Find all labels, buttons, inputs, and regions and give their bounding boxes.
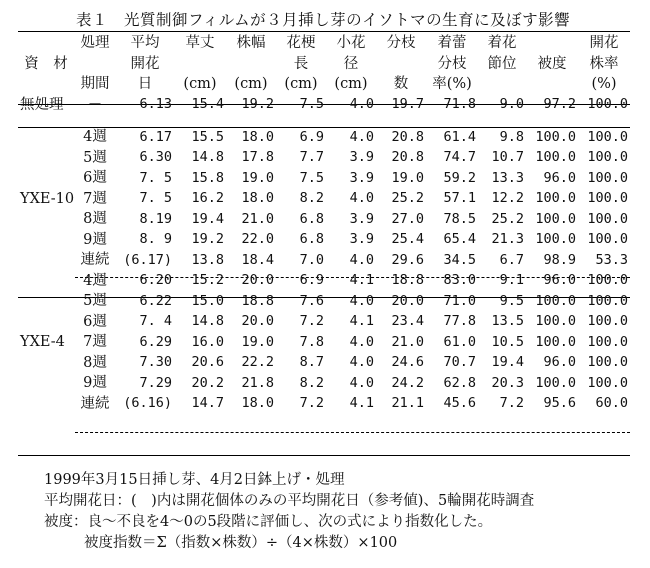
- table-cell: 45.6: [443, 395, 476, 411]
- header-row: [18, 33, 630, 54]
- table-cell: 62.8: [443, 374, 476, 391]
- table-cell: [18, 373, 74, 394]
- table-row: [18, 291, 630, 312]
- table-cell: 3.9: [349, 169, 374, 186]
- table-cell: 4.0: [349, 354, 374, 370]
- table-cell: 分枝: [386, 35, 416, 51]
- table-cell: 25.2: [391, 190, 424, 206]
- table-cell: (6.17): [123, 251, 172, 268]
- table-cell: [478, 74, 526, 95]
- table-cell: 花梗: [286, 35, 316, 51]
- table-cell: 6.9: [299, 272, 324, 288]
- table-cell: 19.0: [241, 169, 274, 186]
- table-cell: 100.0: [587, 210, 628, 227]
- table-cell: 無処理: [20, 96, 64, 113]
- table-cell: 16.0: [191, 333, 224, 350]
- table-cell: 7. 4: [139, 313, 172, 329]
- table-row: [18, 312, 630, 333]
- table-cell: 7週: [83, 334, 107, 350]
- table-cell: 96.0: [543, 354, 576, 370]
- table-cell: 株率: [589, 55, 619, 72]
- table-cell: 13.8: [191, 251, 224, 268]
- table-cell: 4.1: [349, 395, 374, 411]
- table-cell: 14.7: [191, 395, 224, 411]
- table-cell: 24.6: [391, 354, 424, 370]
- table-cell: 18.0: [241, 128, 274, 145]
- table-cell: 6.30: [139, 149, 172, 165]
- table-notes: [44, 470, 534, 554]
- table-cell: 15.4: [191, 96, 224, 112]
- table-cell: 4.0: [349, 128, 374, 145]
- table-cell: [18, 33, 74, 54]
- table-cell: 100.0: [535, 292, 576, 309]
- table-cell: 20.2: [191, 374, 224, 391]
- table-cell: 6.20: [139, 272, 172, 288]
- table-cell: (cm): [183, 76, 217, 92]
- table-row: [18, 127, 630, 148]
- data-table: [18, 33, 630, 414]
- table-cell: 21.0: [391, 333, 424, 350]
- table-title: 表１ 光質制御フィルムが３月挿し芽のイソトマの生育に及ぼす影響: [76, 11, 571, 29]
- table-cell: 96.0: [543, 169, 576, 186]
- table-cell: 24.2: [391, 374, 424, 391]
- table-cell: 100.0: [535, 231, 576, 247]
- table-cell: 20.0: [391, 292, 424, 309]
- table-row: [18, 168, 630, 189]
- table-cell: 数: [393, 76, 409, 92]
- table-cell: 7.6: [299, 292, 324, 309]
- table-cell: 14.8: [191, 149, 224, 165]
- table-cell: 期間: [80, 76, 110, 92]
- table-cell: 100.0: [587, 374, 628, 391]
- table-cell: [18, 312, 74, 333]
- table-cell: 96.0: [543, 272, 576, 288]
- table-cell: 100.0: [587, 149, 628, 165]
- table-cell: [526, 74, 578, 95]
- table-cell: 18.4: [241, 251, 274, 268]
- table-cell: 連続: [80, 395, 110, 412]
- table-cell: 9.5: [499, 292, 524, 309]
- table-cell: 開花: [130, 55, 160, 72]
- table-cell: 15.0: [191, 292, 224, 309]
- table-cell: 78.5: [443, 210, 476, 227]
- table-cell: 34.5: [443, 251, 476, 268]
- table-cell: 20.0: [241, 313, 274, 329]
- table-cell: 71.8: [443, 96, 476, 112]
- table-row: [18, 95, 630, 116]
- note-formula: 被度指数＝Σ（指数×株数）÷（4×株数）×100: [84, 535, 398, 551]
- table-row: [18, 332, 630, 353]
- table-row: [18, 394, 630, 415]
- table-cell: 100.0: [535, 313, 576, 329]
- table-cell: 長: [293, 55, 309, 72]
- table-cell: [18, 209, 74, 230]
- table-cell: [18, 148, 74, 169]
- table-cell: (6.16): [123, 395, 172, 411]
- table-cell: 小花: [336, 35, 366, 51]
- table-cell: 4.0: [349, 374, 374, 391]
- table-row: [18, 373, 630, 394]
- table-cell: 19.0: [391, 169, 424, 186]
- table-cell: 7.30: [139, 354, 172, 370]
- table-cell: 7.7: [299, 149, 324, 165]
- table-cell: 平均: [130, 35, 160, 51]
- table-cell: 率(%): [432, 76, 472, 92]
- table-cell: 17.8: [241, 149, 274, 165]
- table-cell: 100.0: [587, 231, 628, 247]
- table-row: [18, 230, 630, 251]
- table-cell: 着花: [487, 35, 517, 51]
- table-cell: 100.0: [535, 149, 576, 165]
- table-cell: 59.2: [443, 169, 476, 186]
- table-cell: 19.0: [241, 333, 274, 350]
- table-cell: 20.3: [491, 374, 524, 391]
- table-cell: 4.1: [349, 272, 374, 288]
- table-cell: 3.9: [349, 149, 374, 165]
- table-row: [18, 250, 630, 271]
- table-cell: 8.2: [299, 374, 324, 391]
- table-cell: 100.0: [535, 190, 576, 206]
- table-cell: [18, 353, 74, 374]
- table-cell: [74, 54, 116, 75]
- table-cell: 100.0: [587, 354, 628, 370]
- table-cell: [226, 54, 276, 75]
- table-cell: 6.13: [139, 96, 172, 112]
- table-cell: 8週: [83, 211, 107, 227]
- table-cell: 6.22: [139, 292, 172, 309]
- table-cell: 25.4: [391, 231, 424, 247]
- table-cell: 19.7: [391, 96, 424, 112]
- table-cell: 連続: [80, 252, 110, 268]
- table-cell: 7.0: [299, 251, 324, 268]
- table-cell: 草丈: [185, 35, 215, 51]
- table-cell: 8. 9: [139, 231, 172, 247]
- table-cell: 21.1: [391, 395, 424, 411]
- table-cell: 100.0: [535, 210, 576, 227]
- table-cell: 18.0: [241, 395, 274, 411]
- table-cell: 61.0: [443, 333, 476, 350]
- table-cell: 4.0: [349, 96, 374, 112]
- table-cell: 100.0: [587, 128, 628, 145]
- table-cell: 着蕾: [437, 35, 467, 51]
- header-row: [18, 74, 630, 95]
- table-cell: 65.4: [443, 231, 476, 247]
- table-cell: －: [87, 96, 103, 113]
- table-cell: 7. 5: [139, 169, 172, 186]
- table-row: [18, 189, 630, 210]
- table-cell: 7.5: [299, 96, 324, 112]
- table-cell: 9.1: [499, 272, 524, 288]
- table-cell: 100.0: [535, 333, 576, 350]
- table-cell: 23.4: [391, 313, 424, 329]
- table-cell: 9.8: [499, 128, 524, 145]
- table-row: [18, 209, 630, 230]
- table-cell: 6.9: [299, 128, 324, 145]
- table-cell: 100.0: [587, 190, 628, 206]
- table-cell: [18, 271, 74, 292]
- table-cell: 4週: [83, 129, 107, 145]
- table-row: [18, 271, 630, 292]
- table-cell: 被度: [537, 55, 567, 72]
- table-cell: 22.0: [241, 231, 274, 247]
- table-cell: 節位: [487, 55, 517, 72]
- table-cell: 61.4: [443, 128, 476, 145]
- note-coverage: 被度：良～不良を4～0の5段階に評価し、次の式により指数化した。: [44, 514, 493, 530]
- table-cell: 15.5: [191, 128, 224, 145]
- yxe4-dashed-rule: [75, 432, 630, 433]
- table-cell: [174, 54, 226, 75]
- table-cell: 100.0: [535, 374, 576, 391]
- table-cell: 4週: [83, 272, 107, 289]
- spacer: [18, 115, 630, 127]
- table-cell: 13.5: [491, 313, 524, 329]
- table-cell: 7.8: [299, 333, 324, 350]
- table-cell: 7. 5: [139, 190, 172, 206]
- table-row: [18, 353, 630, 374]
- table-cell: 処理: [80, 35, 110, 51]
- table-cell: 29.6: [391, 251, 424, 268]
- table-cell: 100.0: [535, 128, 576, 145]
- table-cell: 4.0: [349, 251, 374, 268]
- table-cell: 8.19: [139, 210, 172, 227]
- table-cell: 100.0: [587, 333, 628, 350]
- table-cell: [18, 250, 74, 271]
- table-cell: 20.8: [391, 149, 424, 165]
- table-cell: [376, 54, 426, 75]
- table-cell: (cm): [284, 76, 318, 92]
- table-cell: 5週: [83, 149, 107, 166]
- table-cell: 77.8: [443, 313, 476, 329]
- table-cell: 53.3: [595, 251, 628, 268]
- table-cell: 18.8: [391, 272, 424, 288]
- table-cell: 71.0: [443, 292, 476, 309]
- table-cell: 径: [343, 55, 359, 72]
- table-cell: 7.29: [139, 374, 172, 391]
- table-cell: 83.0: [443, 272, 476, 288]
- table-cell: 21.0: [241, 210, 274, 227]
- table-cell: 9週: [83, 231, 107, 248]
- table-cell: (%): [591, 76, 617, 92]
- note-flowering-date: 平均開花日：( )内は開花個体のみの平均開花日（参考値)、5輪開花時調査: [44, 493, 535, 509]
- table-cell: 12.2: [491, 190, 524, 206]
- table-cell: 6.7: [499, 251, 524, 268]
- table-cell: 13.3: [491, 169, 524, 186]
- table-cell: 日: [137, 76, 153, 92]
- table-cell: 7.5: [299, 169, 324, 186]
- table-cell: 分枝: [437, 55, 467, 72]
- table-cell: 19.4: [191, 210, 224, 227]
- table-cell: 14.8: [191, 313, 224, 329]
- table-cell: 21.3: [491, 231, 524, 247]
- table-cell: 4.0: [349, 333, 374, 350]
- table-cell: 株幅: [236, 35, 266, 51]
- table-row: [18, 148, 630, 169]
- table-cell: 8週: [83, 354, 107, 371]
- table-cell: 15.8: [191, 169, 224, 186]
- table-cell: 19.2: [241, 96, 274, 112]
- table-cell: 100.0: [587, 292, 628, 309]
- table-cell: [18, 291, 74, 312]
- table-cell: 6.17: [139, 128, 172, 145]
- table-cell: 20.6: [191, 354, 224, 370]
- table-cell: 98.9: [543, 251, 576, 268]
- table-cell: 4.1: [349, 313, 374, 329]
- table-cell: 7.2: [299, 313, 324, 329]
- table-cell: 10.7: [491, 149, 524, 165]
- table-cell: [18, 168, 74, 189]
- table-cell: 57.1: [443, 190, 476, 206]
- table-cell: 6週: [83, 170, 107, 186]
- table-cell: 25.2: [491, 210, 524, 227]
- table-cell: 6週: [83, 313, 107, 330]
- table-cell: 10.5: [491, 333, 524, 350]
- table-cell: 7.2: [299, 395, 324, 411]
- table-cell: 8.7: [299, 354, 324, 370]
- table-cell: 4.0: [349, 292, 374, 309]
- table-cell: 4.0: [349, 190, 374, 206]
- table-cell: [18, 230, 74, 251]
- table-cell: 16.2: [191, 190, 224, 206]
- table-cell: 21.8: [241, 374, 274, 391]
- table-cell: 95.6: [543, 395, 576, 411]
- table-cell: 7.2: [499, 395, 524, 411]
- table-cell: 100.0: [587, 313, 628, 329]
- table-cell: 97.2: [543, 96, 576, 112]
- table-cell: YXE-4: [20, 334, 65, 350]
- top-rule: [18, 31, 630, 32]
- table-cell: 100.0: [587, 169, 628, 186]
- table-cell: 7週: [83, 190, 107, 207]
- table-cell: 6.8: [299, 231, 324, 247]
- table-cell: [18, 74, 74, 95]
- table-cell: 70.7: [443, 354, 476, 370]
- table-cell: 9.0: [499, 96, 524, 112]
- bottom-rule: [18, 455, 630, 456]
- table-cell: 開花: [589, 35, 619, 51]
- table-cell: [18, 127, 74, 148]
- table-cell: [526, 33, 578, 54]
- table-cell: YXE-10: [20, 190, 75, 207]
- table-cell: 9週: [83, 375, 107, 391]
- table-cell: 74.7: [443, 149, 476, 165]
- table-cell: 18.0: [241, 190, 274, 206]
- table-cell: 8.2: [299, 190, 324, 206]
- table-cell: 15.2: [191, 272, 224, 288]
- table-cell: 18.8: [241, 292, 274, 309]
- table-cell: 3.9: [349, 231, 374, 247]
- table-cell: (cm): [234, 76, 268, 92]
- table-cell: 資 材: [24, 55, 68, 72]
- table-cell: 19.4: [491, 354, 524, 370]
- note-date: 1999年3月15日挿し芽、4月2日鉢上げ・処理: [44, 472, 345, 488]
- table-cell: 19.2: [191, 231, 224, 247]
- table-cell: 5週: [83, 293, 107, 309]
- table-cell: 60.0: [595, 395, 628, 411]
- table-cell: 3.9: [349, 210, 374, 227]
- table-cell: 27.0: [391, 210, 424, 227]
- table-cell: [18, 394, 74, 415]
- table-cell: 100.0: [587, 96, 628, 112]
- table-cell: 22.2: [241, 354, 274, 370]
- table-cell: 6.29: [139, 333, 172, 350]
- table-cell: 100.0: [587, 272, 628, 288]
- header-row: [18, 54, 630, 75]
- table-cell: 20.8: [391, 128, 424, 145]
- table-cell: 20.0: [241, 272, 274, 288]
- table-cell: 6.8: [299, 210, 324, 227]
- table-cell: (cm): [334, 76, 368, 92]
